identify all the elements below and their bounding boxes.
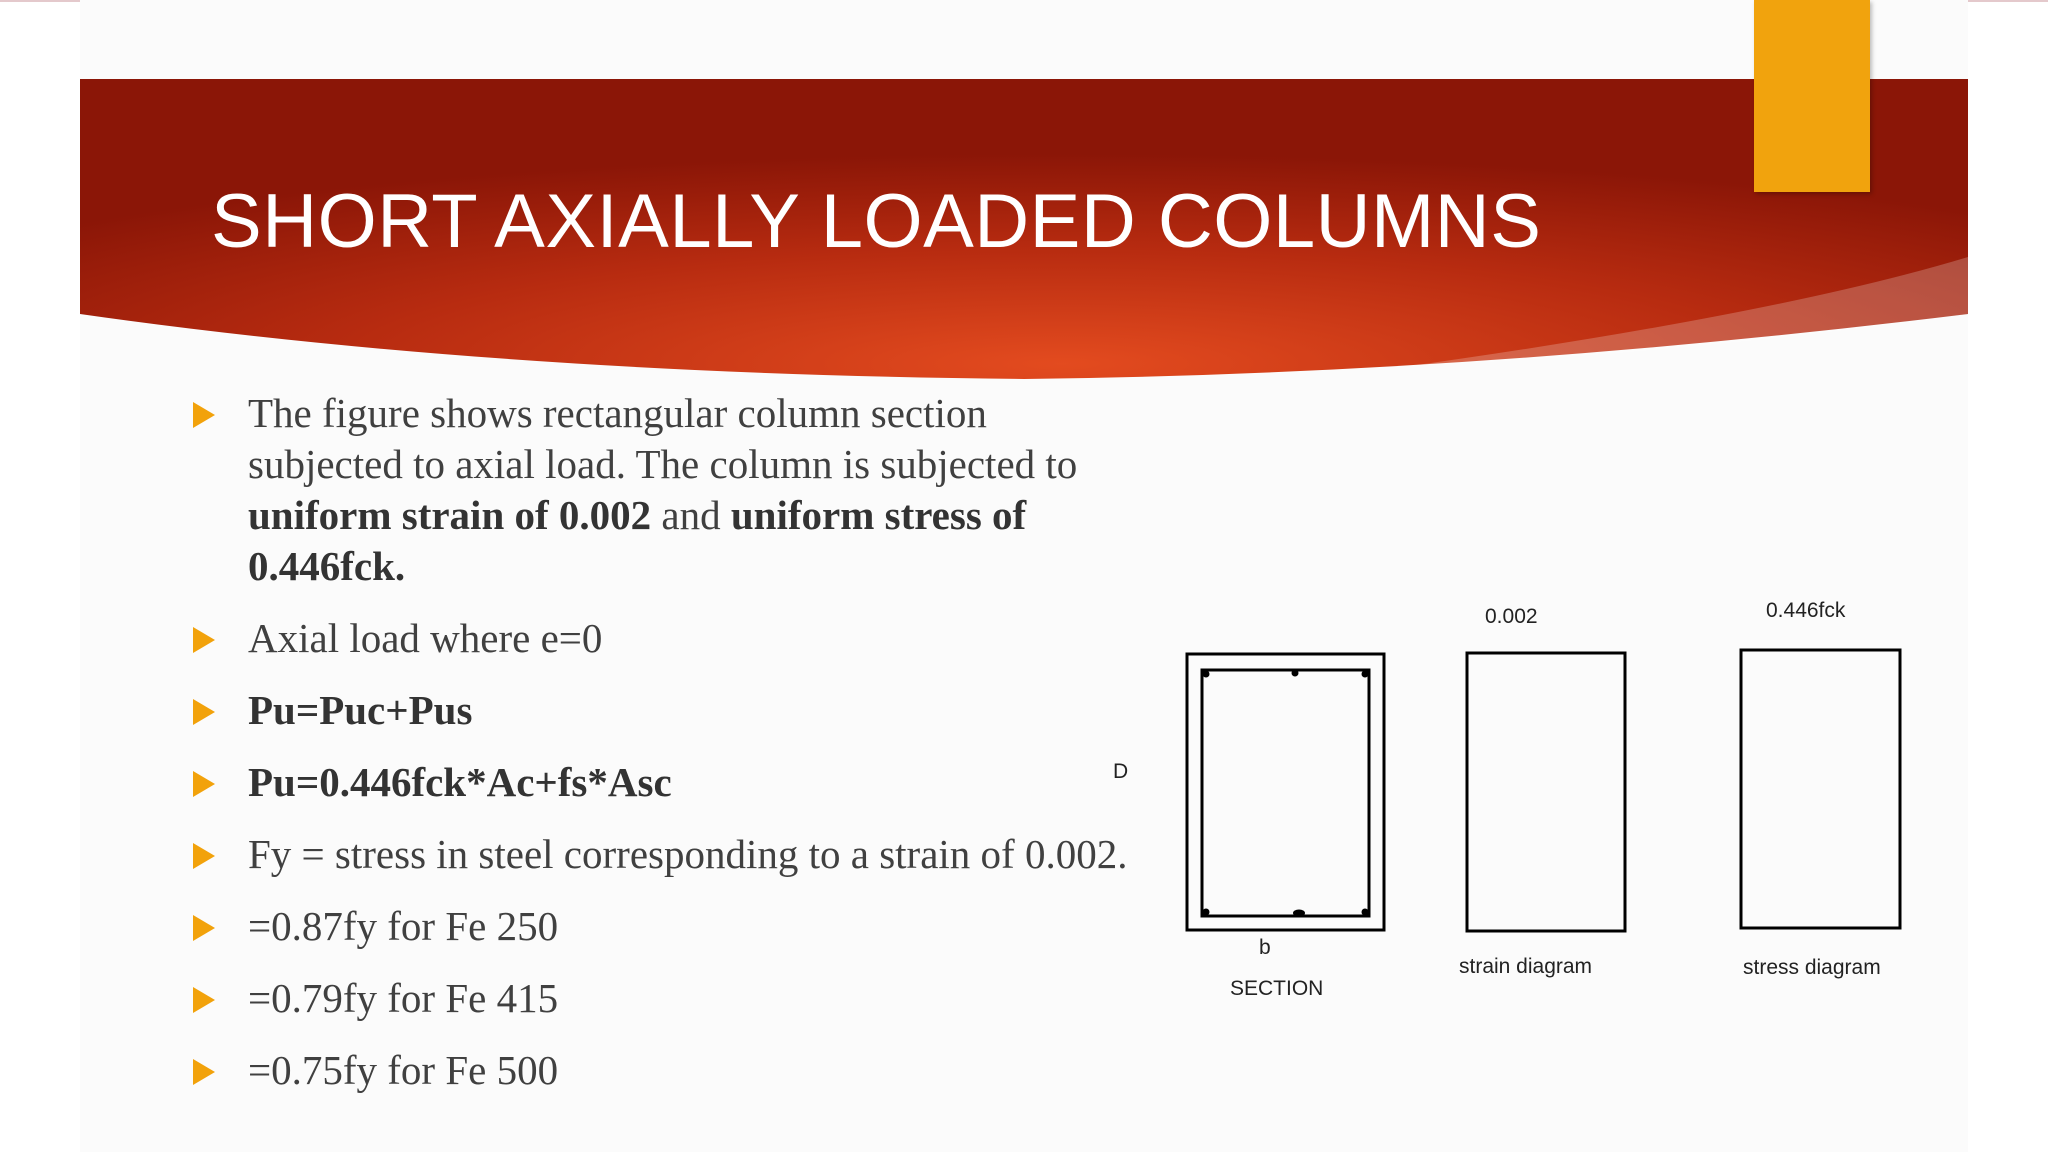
bullet-item: Axial load where e=0 xyxy=(190,613,1150,664)
strain-diagram-box xyxy=(1467,653,1625,931)
bullet-item: Pu=Puc+Pus xyxy=(190,685,1150,736)
stress-diagram-box xyxy=(1741,650,1900,928)
bullet-item: Pu=0.446fck*Ac+fs*Asc xyxy=(190,757,1150,808)
section-outer-outline xyxy=(1187,654,1384,930)
bullet-item: The figure shows rectangular column section subjected to axial load. The column is subjected to uniform strain of 0.002 and uniform stress of 0.446fck. xyxy=(190,388,1150,592)
bullet-arrow-icon xyxy=(193,402,215,428)
bullet-item: =0.79fy for Fe 415 xyxy=(190,973,1150,1024)
bullet-arrow-icon xyxy=(193,627,215,653)
rebar-dot xyxy=(1362,909,1369,916)
bullet-arrow-icon xyxy=(193,915,215,941)
stress-value-label: 0.446fck xyxy=(1766,599,1846,622)
bullet-list xyxy=(190,388,1150,1117)
bullet-item: =0.87fy for Fe 250 xyxy=(190,901,1150,952)
rebar-dot xyxy=(1292,670,1299,677)
column-section-diagram xyxy=(1180,640,1920,940)
rebar-dot xyxy=(1203,671,1210,678)
bullet-arrow-icon xyxy=(193,987,215,1013)
rebar-dot xyxy=(1362,671,1369,678)
bullet-arrow-icon xyxy=(193,1059,215,1085)
slide-title: SHORT AXIALLY LOADED COLUMNS xyxy=(211,179,1542,264)
bullet-item: =0.75fy for Fe 500 xyxy=(190,1045,1150,1096)
width-label: b xyxy=(1259,936,1271,959)
stress-diagram-label: stress diagram xyxy=(1743,956,1881,979)
bullet-arrow-icon xyxy=(193,843,215,869)
bullet-arrow-icon xyxy=(193,771,215,797)
accent-tab xyxy=(1754,0,1870,192)
strain-diagram-label: strain diagram xyxy=(1459,955,1593,978)
depth-label: D xyxy=(1113,760,1129,783)
section-label: SECTION xyxy=(1230,977,1324,1000)
section-reinforcement-cage xyxy=(1202,670,1369,916)
rebar-dot xyxy=(1293,910,1305,917)
bullet-arrow-icon xyxy=(193,699,215,725)
strain-value-label: 0.002 xyxy=(1485,605,1538,628)
rebar-dot xyxy=(1203,909,1210,916)
bullet-item: Fy = stress in steel corresponding to a strain of 0.002. xyxy=(190,829,1150,880)
